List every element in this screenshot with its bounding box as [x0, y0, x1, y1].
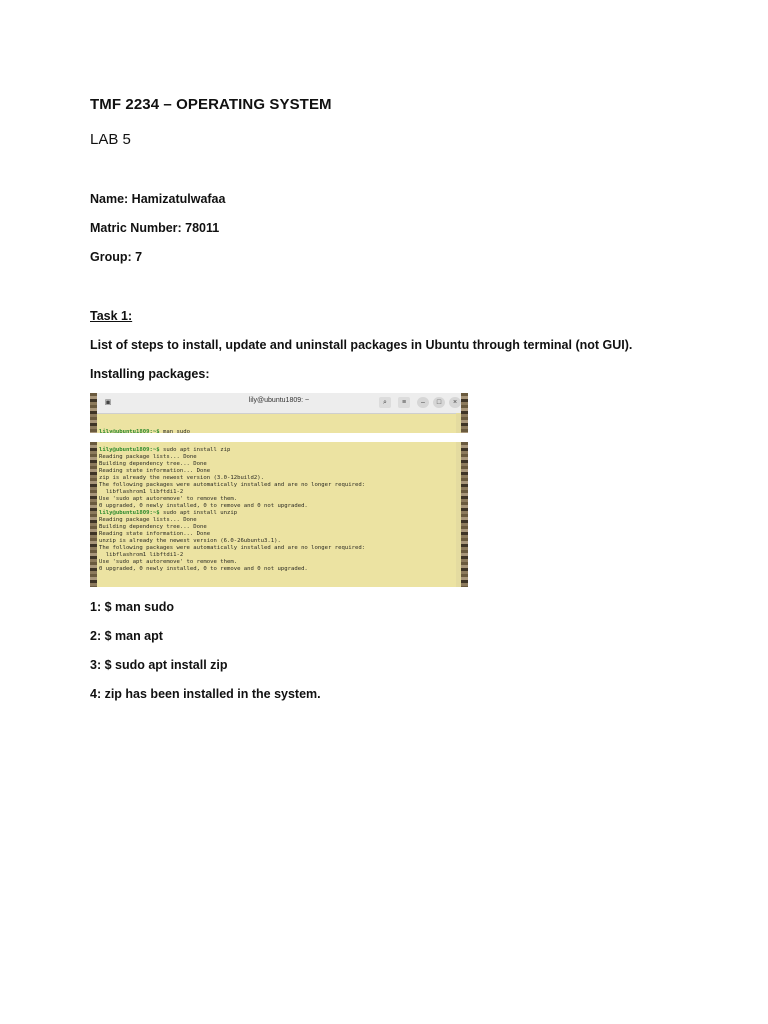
terminal-line: [99, 475, 456, 482]
terminal-text: Use 'sudo apt autoremove' to remove them.: [99, 496, 238, 502]
section-heading: Installing packages:: [90, 367, 210, 381]
terminal-line: [99, 531, 456, 538]
terminal-text: Reading package lists... Done: [99, 454, 197, 460]
terminal-line: [99, 461, 456, 468]
terminal-text: Reading package lists... Done: [99, 517, 197, 523]
terminal-line: [99, 517, 456, 524]
terminal-text: sudo apt install zip: [159, 447, 231, 453]
terminal-line: [99, 482, 456, 489]
task-description: List of steps to install, update and uninstall packages in Ubuntu through terminal (not GUI).: [90, 338, 633, 352]
document-subtitle: LAB 5: [90, 131, 131, 148]
terminal-scrollbar[interactable]: [456, 442, 461, 587]
terminal-text: Reading state information... Done: [99, 468, 211, 474]
terminal-line: [99, 503, 456, 510]
terminal-prompt: lily@ubuntu1809:~$: [99, 447, 160, 453]
terminal-text: Building dependency tree... Done: [99, 461, 207, 467]
terminal-text: unzip is already the newest version (6.0-26ubuntu3.1).: [99, 538, 281, 544]
terminal-prompt: lily@ubuntu1809:~$: [99, 429, 160, 433]
terminal-line: [99, 545, 456, 552]
terminal-line: [99, 454, 456, 461]
terminal-line: [99, 510, 456, 517]
menu-icon[interactable]: ≡: [398, 397, 410, 408]
wallpaper-edge: [90, 393, 97, 433]
maximize-icon[interactable]: □: [433, 397, 445, 408]
terminal-text: Use 'sudo apt autoremove' to remove them.: [99, 559, 238, 565]
wallpaper-edge: [461, 442, 468, 587]
wallpaper-edge: [90, 442, 97, 587]
terminal-line: [99, 468, 456, 475]
student-name: Name: Hamizatulwafaa: [90, 192, 226, 206]
terminal-output: [99, 447, 456, 573]
terminal-text: zip is already the newest version (3.0-12build2).: [99, 475, 265, 481]
group-number: Group: 7: [90, 250, 143, 264]
step-1: 1: $ man sudo: [90, 600, 175, 614]
terminal-line: [99, 552, 456, 559]
terminal-text: Reading state information... Done: [99, 531, 211, 537]
terminal-text: libflashrom1 libftdi1-2: [99, 552, 184, 558]
terminal-line: [99, 429, 456, 433]
terminal-text: Building dependency tree... Done: [99, 524, 207, 530]
terminal-screenshot-2: [90, 442, 468, 587]
document-title: TMF 2234 – OPERATING SYSTEM: [90, 96, 332, 113]
terminal-text: The following packages were automatically installed and are no longer required:: [99, 545, 366, 551]
terminal-text: The following packages were automatically installed and are no longer required:: [99, 482, 366, 488]
terminal-line: [99, 447, 456, 454]
terminal-screenshot-1: [90, 393, 468, 433]
terminal-line: [99, 538, 456, 545]
terminal-line: [99, 524, 456, 531]
matric-number: Matric Number: 78011: [90, 221, 220, 235]
step-3: 3: $ sudo apt install zip: [90, 658, 228, 672]
terminal-line: [99, 496, 456, 503]
terminal-line: [99, 559, 456, 566]
task-heading: Task 1:: [90, 309, 133, 323]
close-icon[interactable]: ×: [449, 397, 461, 408]
terminal-window-title: lily@ubuntu1809: ~: [248, 397, 310, 404]
terminal-prompt: lily@ubuntu1809:~$: [99, 510, 160, 516]
terminal-titlebar: [97, 393, 461, 414]
step-4: 4: zip has been installed in the system.: [90, 687, 321, 701]
terminal-text: sudo apt install unzip: [159, 510, 238, 516]
wallpaper-edge: [461, 393, 468, 433]
terminal-text: libflashrom1 libftdi1-2: [99, 489, 184, 495]
step-2: 2: $ man apt: [90, 629, 163, 643]
terminal-output: [99, 415, 456, 433]
minimize-icon[interactable]: –: [417, 397, 429, 408]
terminal-text: 0 upgraded, 0 newly installed, 0 to remove and 0 not upgraded.: [99, 503, 308, 509]
terminal-text: 0 upgraded, 0 newly installed, 0 to remove and 0 not upgraded.: [99, 566, 308, 572]
terminal-scrollbar[interactable]: [456, 413, 461, 433]
terminal-line: [99, 489, 456, 496]
terminal-command: man sudo: [159, 429, 190, 433]
search-icon[interactable]: ⌕: [379, 397, 391, 408]
terminal-line: [99, 566, 456, 573]
terminal-icon[interactable]: ▣: [104, 399, 112, 406]
